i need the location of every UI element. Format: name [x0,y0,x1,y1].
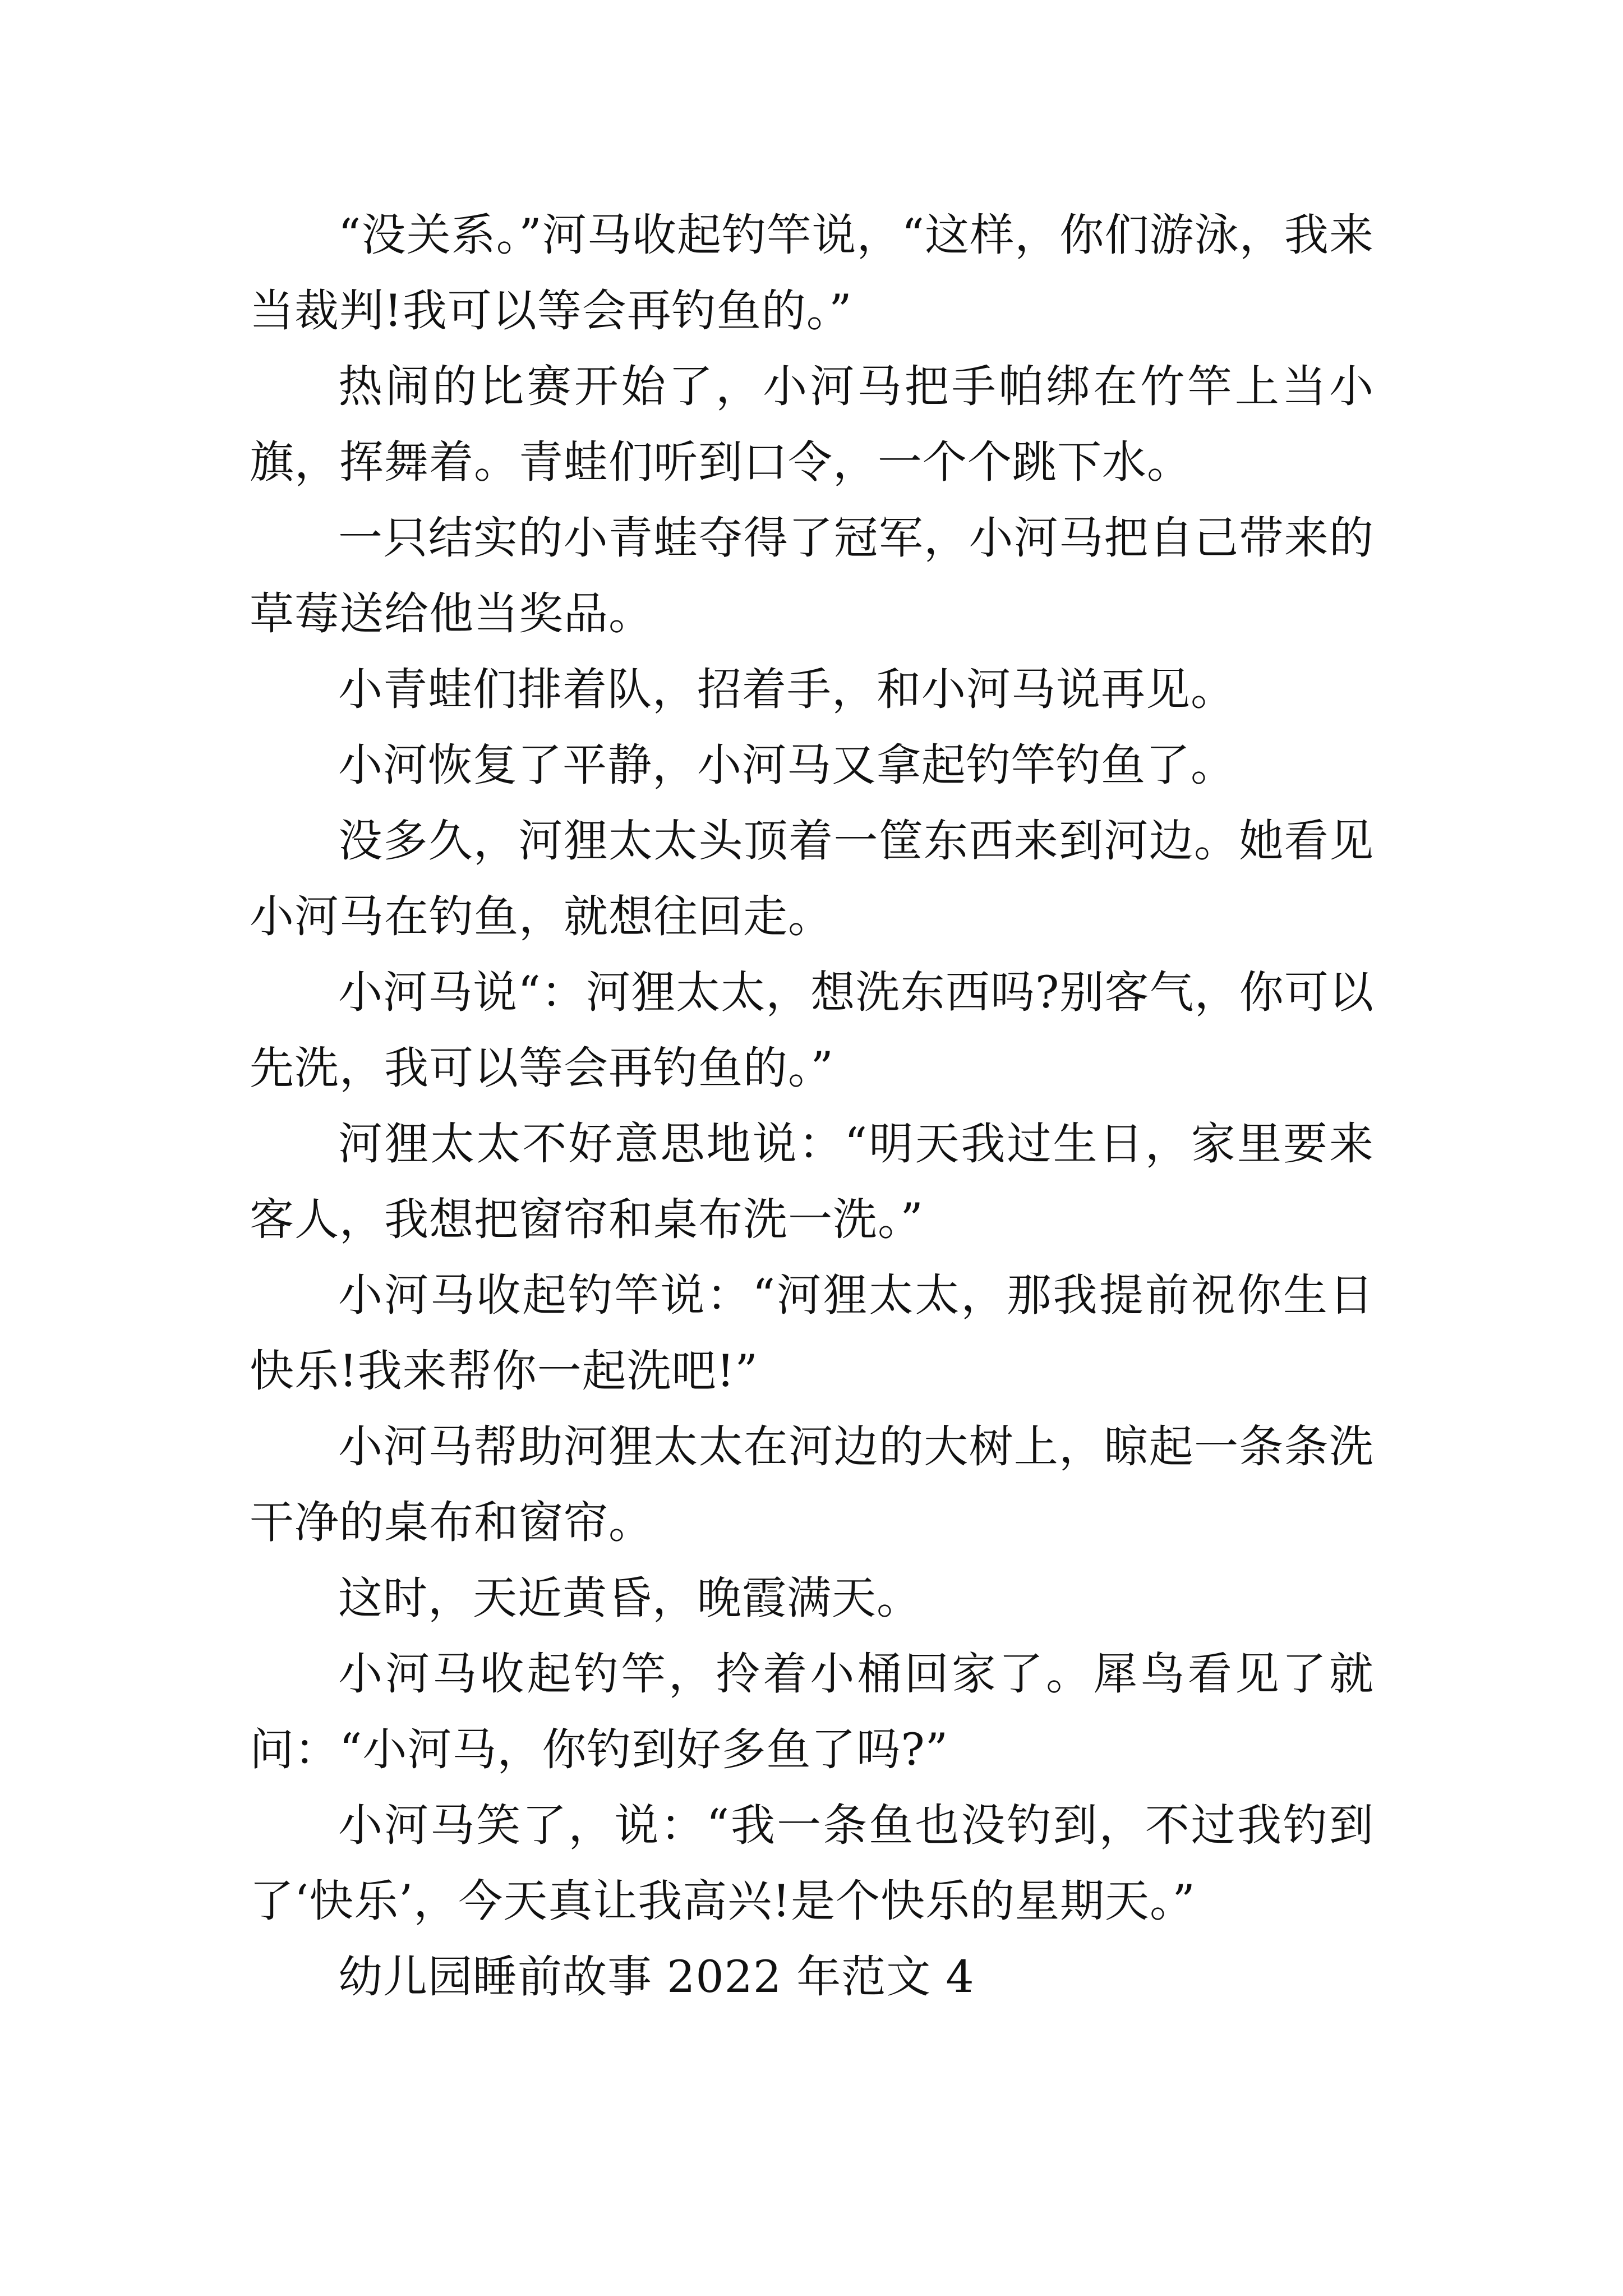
document-body [250,197,1374,2015]
paragraph: 热闹的比赛开始了，小河马把手帕绑在竹竿上当小旗，挥舞着。青蛙们听到口令，一个个跳下水。 [250,361,1374,488]
paragraph: 这时，天近黄昏，晚霞满天。 [338,1572,921,1624]
paragraph: 没多久，河狸太太头顶着一筐东西来到河边。她看见小河马在钓鱼，就想往回走。 [250,815,1374,942]
paragraph: 小河马帮助河狸太太在河边的大树上，晾起一条条洗干净的桌布和窗帘。 [250,1421,1374,1548]
paragraph: 小河马说“：河狸太太，想洗东西吗?别客气，你可以先洗，我可以等会再钓鱼的。” [250,967,1374,1094]
paragraph: 小河马笑了，说：“我一条鱼也没钓到，不过我钓到了‘快乐’，今天真让我高兴!是个快乐的星期天。” [250,1800,1374,1927]
paragraph: 小河马收起钓竿说：“河狸太太，那我提前祝你生日快乐!我来帮你一起洗吧!” [250,1269,1374,1397]
section-heading: 幼儿园睡前故事 2022 年范文 4 [338,1951,975,2003]
paragraph: “没关系。”河马收起钓竿说，“这样，你们游泳，我来当裁判!我可以等会再钓鱼的。” [250,209,1374,337]
paragraph: 小青蛙们排着队，招着手，和小河马说再见。 [338,664,1235,715]
paragraph: 一只结实的小青蛙夺得了冠军，小河马把自己带来的草莓送给他当奖品。 [250,512,1374,639]
paragraph: 小河马收起钓竿，拎着小桶回家了。犀鸟看见了就问：“小河马，你钓到好多鱼了吗?” [250,1648,1374,1775]
paragraph: 小河恢复了平静，小河马又拿起钓竿钓鱼了。 [338,739,1235,791]
paragraph: 河狸太太不好意思地说：“明天我过生日，家里要来客人，我想把窗帘和桌布洗一洗。” [250,1118,1374,1245]
